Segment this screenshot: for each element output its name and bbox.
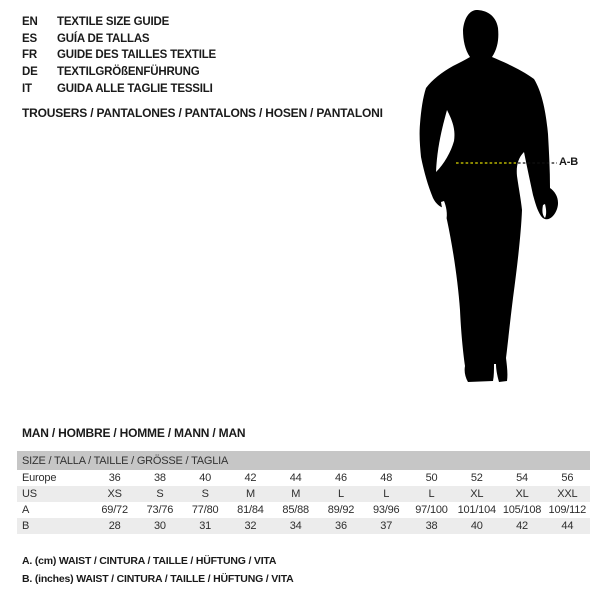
language-row (22, 14, 216, 31)
size-cell: 32 (244, 520, 257, 532)
size-cell: 28 (108, 520, 121, 532)
size-table (17, 451, 590, 534)
size-cell: 34 (289, 520, 302, 532)
size-cell: 31 (199, 520, 212, 532)
table-row (17, 518, 590, 534)
size-cell: 52 (470, 472, 483, 484)
footnotes (22, 553, 294, 588)
size-cell: 40 (199, 472, 212, 484)
language-label: GUÍA DE TALLAS (57, 32, 150, 45)
size-cell: M (291, 488, 301, 500)
size-cell: XXL (557, 488, 578, 500)
language-label: GUIDE DES TAILLES TEXTILE (57, 49, 216, 62)
row-label: A (22, 504, 30, 516)
size-cell: 40 (470, 520, 483, 532)
language-label: TEXTILE SIZE GUIDE (57, 16, 170, 28)
size-cell: L (383, 488, 390, 500)
table-row (17, 502, 590, 518)
size-cell: XL (515, 488, 529, 500)
language-code: FR (22, 49, 37, 62)
language-row (22, 81, 216, 98)
table-header-label: SIZE / TALLA / TAILLE / GRÖSSE / TAGLIA (17, 451, 590, 470)
size-cell: 54 (516, 472, 528, 484)
size-cell: 93/96 (372, 504, 400, 516)
size-cell: XS (107, 488, 122, 500)
size-cell: 36 (108, 472, 121, 484)
garment-title: TROUSERS / PANTALONES / PANTALONS / HOSEN / PANTALONI (22, 106, 383, 120)
language-list (22, 14, 216, 98)
footnote-b: B. (inches) WAIST / CINTURA / TAILLE / HÜFTUNG / VITA (22, 572, 294, 585)
size-cell: 56 (561, 472, 574, 484)
size-cell: XL (470, 488, 484, 500)
language-code: DE (22, 66, 38, 79)
size-cell: S (201, 488, 209, 500)
size-cell: 46 (335, 472, 347, 484)
size-cell: 81/84 (237, 504, 264, 516)
size-cell: 44 (561, 520, 574, 532)
language-row (22, 31, 216, 48)
size-cell: 38 (153, 472, 166, 484)
language-row (22, 64, 216, 81)
size-cell: M (245, 488, 255, 500)
size-table-body (17, 470, 590, 534)
language-row (22, 47, 216, 64)
row-label: US (22, 488, 37, 500)
size-cell: 48 (380, 472, 393, 484)
language-label: TEXTILGRÖßENFÜHRUNG (57, 66, 200, 79)
body-silhouette (420, 10, 558, 382)
size-cell: 44 (289, 472, 302, 484)
size-cell: 42 (516, 520, 528, 532)
size-cell: 89/92 (327, 504, 355, 516)
row-label: B (22, 520, 30, 532)
size-cell: 85/88 (282, 504, 309, 516)
size-cell: 36 (335, 520, 347, 532)
table-header-row (17, 451, 590, 470)
size-cell: 69/72 (101, 504, 128, 516)
size-cell: 42 (244, 472, 257, 484)
row-label: Europe (22, 472, 57, 484)
size-cell: 37 (380, 520, 393, 532)
table-row (17, 470, 590, 486)
size-cell: 105/108 (502, 504, 542, 516)
language-code: IT (22, 82, 32, 95)
language-code: ES (22, 32, 37, 45)
table-row (17, 486, 590, 502)
man-silhouette-figure (380, 0, 585, 390)
size-cell: S (156, 488, 164, 500)
size-cell: 77/80 (191, 504, 219, 516)
language-label: GUIDA ALLE TAGLIE TESSILI (57, 82, 213, 95)
measure-label-ab: A-B (559, 156, 578, 168)
size-cell: 101/104 (457, 504, 496, 516)
size-cell: 50 (425, 472, 438, 484)
gender-title: MAN / HOMBRE / HOMME / MANN / MAN (22, 426, 246, 440)
size-cell: 109/112 (548, 504, 587, 516)
footnote-a: A. (cm) WAIST / CINTURA / TAILLE / HÜFTUNG / VITA (22, 555, 277, 567)
size-cell: 30 (153, 520, 166, 532)
size-cell: L (428, 488, 435, 500)
size-cell: 73/76 (146, 504, 174, 516)
size-cell: 97/100 (415, 504, 448, 516)
language-code: EN (22, 16, 38, 28)
size-cell: L (338, 488, 344, 500)
size-cell: 38 (425, 520, 438, 532)
